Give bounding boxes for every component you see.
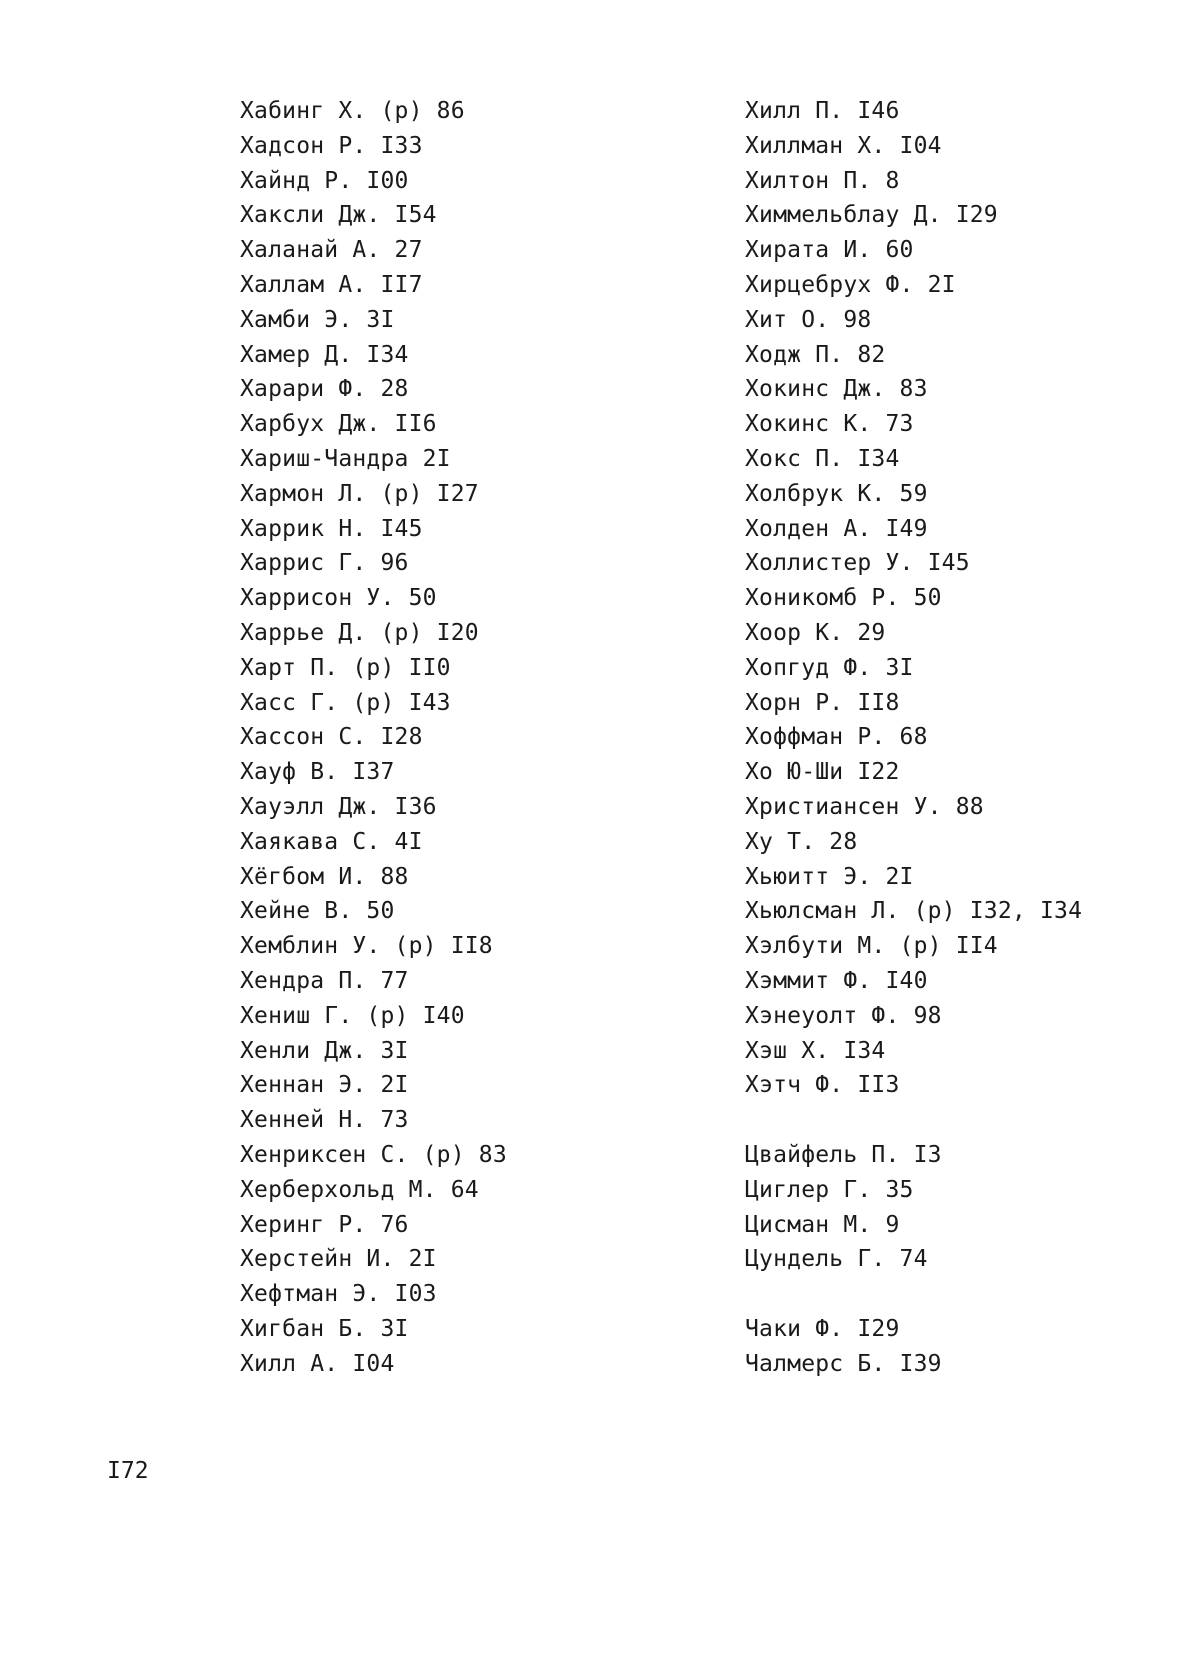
index-entry: Хабинг Х. (р) 86: [240, 98, 465, 124]
index-entry: Хенриксен С. (р) 83: [240, 1141, 507, 1168]
index-entry: Халлам А. II7: [240, 271, 423, 298]
index-entry: Халанай А. 27: [240, 237, 423, 264]
index-entry: Христиансен У. 88: [745, 793, 984, 820]
index-entry: Хилл П. I46: [745, 98, 900, 124]
index-entry: Хефтман Э. I03: [240, 1281, 437, 1308]
index-entry: Хармон Л. (р) I27: [240, 480, 479, 507]
index-entry: Хэш Х. I34: [745, 1037, 886, 1064]
index-entry: Хоникомб Р. 50: [745, 585, 942, 612]
index-entry: Хэтч Ф. II3: [745, 1072, 900, 1099]
index-entry: Харрис Г. 96: [240, 550, 409, 577]
index-entry: Хениш Г. (р) I40: [240, 1002, 465, 1029]
index-entry: Хорн Р. II8: [745, 689, 900, 716]
index-entry: Хендра П. 77: [240, 967, 409, 994]
index-entry: Химмельблау Д. I29: [745, 202, 998, 229]
index-entry: Харт П. (р) II0: [240, 654, 451, 681]
index-entry: Хигбан Б. 3I: [240, 1315, 409, 1342]
index-entry: Хо Ю-Ши I22: [745, 759, 900, 786]
index-entry: Хаякава С. 4I: [240, 828, 423, 855]
index-entry: Харрисон У. 50: [240, 585, 437, 612]
index-entry: Хейне В. 50: [240, 898, 395, 925]
index-entry: Хамер Д. I34: [240, 341, 409, 368]
index-entry: Хэммит Ф. I40: [745, 967, 928, 994]
index-entry: Харрье Д. (р) I20: [240, 619, 479, 646]
index-entry: Хамби Э. 3I: [240, 306, 395, 333]
index-entry: Хирата И. 60: [745, 237, 914, 264]
index-entry: Хит О. 98: [745, 306, 872, 333]
index-entry: Ходж П. 82: [745, 341, 886, 368]
index-entry: Хауф В. I37: [240, 759, 395, 786]
index-entry: Хенли Дж. 3I: [240, 1037, 409, 1064]
section-gap: [745, 1103, 1165, 1138]
index-entry: Хирцебрух Ф. 2I: [745, 271, 956, 298]
page-number: I72: [107, 1458, 149, 1484]
index-entry: Хёгбом И. 88: [240, 863, 409, 890]
index-entry: Херстейн И. 2I: [240, 1246, 437, 1273]
index-entry: Хилтон П. 8: [745, 167, 900, 194]
index-entry: Хемблин У. (р) II8: [240, 933, 493, 960]
index-entry: Хенней Н. 73: [240, 1107, 409, 1134]
index-entry: Хайнд Р. I00: [240, 167, 409, 194]
index-entry: Чаки Ф. I29: [745, 1315, 900, 1342]
index-entry: Хокинс К. 73: [745, 411, 914, 438]
index-entry: Хадсон Р. I33: [240, 132, 423, 159]
index-entry: Хэнеуолт Ф. 98: [745, 1002, 942, 1029]
index-entry: Херинг Р. 76: [240, 1211, 409, 1238]
index-entry: Цундель Г. 74: [745, 1246, 928, 1273]
index-entry: Хьюитт Э. 2I: [745, 863, 914, 890]
index-entry: Херберхольд М. 64: [240, 1176, 479, 1203]
index-column-right: [745, 94, 1165, 1381]
index-entry: Харари Ф. 28: [240, 376, 409, 403]
index-entry: Холден А. I49: [745, 515, 928, 542]
index-entry: Харрик Н. I45: [240, 515, 423, 542]
index-entry: Ху Т. 28: [745, 828, 858, 855]
index-entry: Циглер Г. 35: [745, 1176, 914, 1203]
index-entry: Хассон С. I28: [240, 724, 423, 751]
index-entry: Чалмерс Б. I39: [745, 1350, 942, 1377]
index-entry: Хэлбути М. (р) II4: [745, 933, 998, 960]
index-column-left: [240, 94, 710, 1381]
index-entry: Хариш-Чандра 2I: [240, 445, 451, 472]
section-gap: [745, 1277, 1165, 1312]
index-entry: Хеннан Э. 2I: [240, 1072, 409, 1099]
index-entry: Хоффман Р. 68: [745, 724, 928, 751]
index-entry: Хауэлл Дж. I36: [240, 793, 437, 820]
index-entry: Хиллман Х. I04: [745, 132, 942, 159]
index-entry: Цисман М. 9: [745, 1211, 900, 1238]
index-entry: Хоор К. 29: [745, 619, 886, 646]
index-entry: Харбух Дж. II6: [240, 411, 437, 438]
index-entry: Хаксли Дж. I54: [240, 202, 437, 229]
index-entry: Хокинс Дж. 83: [745, 376, 928, 403]
index-entry: Хьюлсман Л. (р) I32, I34: [745, 898, 1083, 925]
index-entry: Хопгуд Ф. 3I: [745, 654, 914, 681]
index-entry: Цвайфель П. I3: [745, 1141, 942, 1168]
index-entry: Хилл А. I04: [240, 1350, 395, 1377]
index-entry: Хокс П. I34: [745, 445, 900, 472]
index-entry: Холлистер У. I45: [745, 550, 970, 577]
index-entry: Холбрук К. 59: [745, 480, 928, 507]
index-entry: Хасс Г. (р) I43: [240, 689, 451, 716]
